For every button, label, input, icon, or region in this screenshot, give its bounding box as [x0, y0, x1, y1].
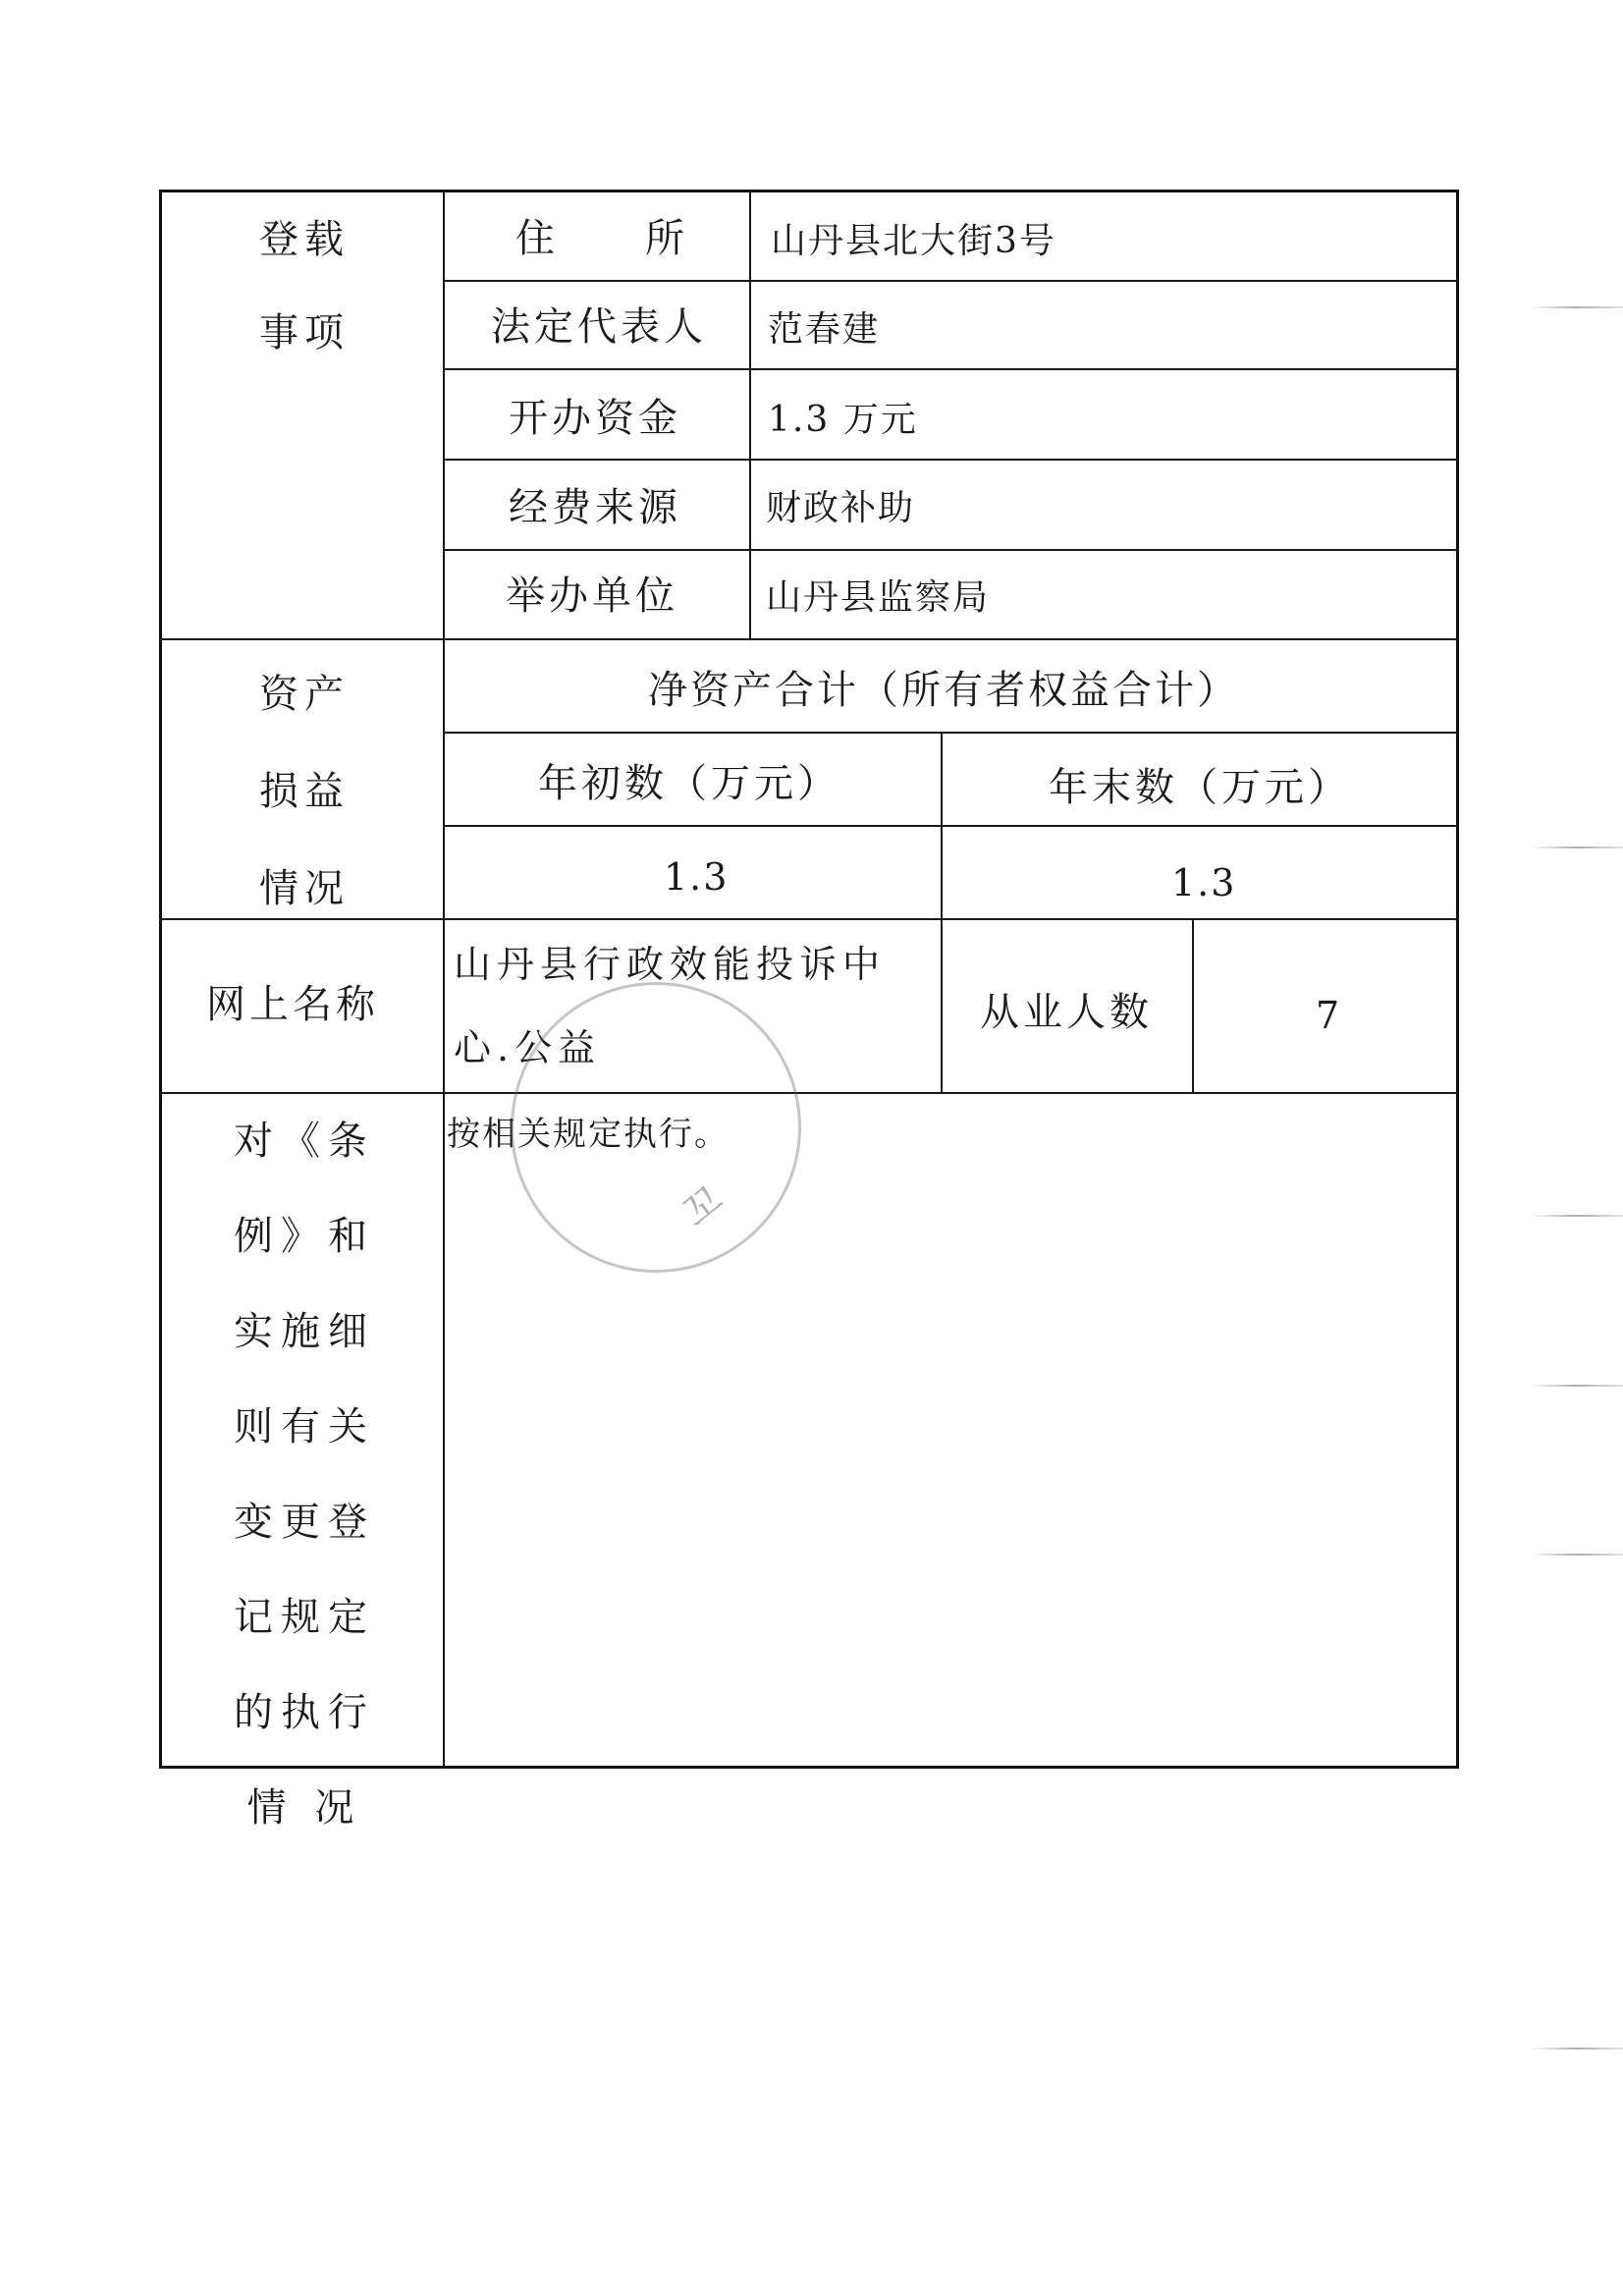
staff-count-value: 7 — [1316, 994, 1342, 1037]
address-value: 山丹县北大街3号 — [771, 221, 1056, 261]
table-divider — [443, 191, 445, 1769]
scan-edge-mark — [1530, 1385, 1623, 1387]
table-divider — [443, 732, 1459, 734]
online-name-line2: 心.公益 — [454, 1026, 602, 1069]
scan-edge-mark — [1530, 847, 1623, 848]
table-divider — [443, 549, 1459, 551]
table-divider — [159, 1092, 1459, 1094]
legal-representative-label: 法定代表人 — [491, 304, 707, 350]
registration-section-label: 登载 事项 — [259, 217, 350, 355]
year-start-value: 1.3 — [664, 855, 730, 899]
table-divider — [159, 918, 1459, 920]
scan-edge-mark — [1530, 1554, 1623, 1556]
funding-source-value: 财政补助 — [766, 488, 916, 528]
sponsor-unit-label: 举办单位 — [506, 574, 678, 619]
address-label: 住 所 — [515, 216, 688, 261]
compliance-content: 按相关规定执行。 — [447, 1115, 730, 1154]
year-end-label: 年末数（万元） — [1049, 765, 1351, 810]
staff-count-label: 从业人数 — [980, 990, 1153, 1035]
table-divider — [1192, 918, 1194, 1092]
table-divider — [159, 638, 1459, 640]
table-divider — [443, 459, 1459, 461]
online-name-line1: 山丹县行政效能投诉中 — [454, 943, 887, 986]
table-divider — [749, 191, 751, 638]
assets-section-label: 资产 损益 情况 — [259, 672, 350, 911]
sponsor-unit-value: 山丹县监察局 — [766, 577, 991, 618]
scan-edge-mark — [1530, 306, 1623, 308]
start-up-funds-value: 1.3 万元 — [768, 400, 918, 440]
net-assets-header: 净资产合计（所有者权益合计） — [648, 668, 1239, 713]
scan-edge-mark — [1530, 1215, 1623, 1217]
table-divider — [443, 368, 1459, 370]
legal-representative-value: 范春建 — [768, 309, 881, 350]
year-start-label: 年初数（万元） — [538, 761, 840, 806]
table-divider — [941, 732, 943, 1092]
stamp-mark-icon: 꼬 — [674, 1176, 732, 1236]
compliance-section-label: 对《条 例》和 实施细 则有关 变更登 记规定 的执行 情 况 — [234, 1119, 375, 1831]
start-up-funds-label: 开办资金 — [509, 396, 681, 441]
scan-edge-mark — [1530, 2048, 1623, 2050]
table-divider — [443, 280, 1459, 282]
year-end-value: 1.3 — [1171, 861, 1237, 904]
online-name-label: 网上名称 — [206, 982, 379, 1027]
table-divider — [443, 825, 1459, 827]
funding-source-label: 经费来源 — [509, 485, 681, 530]
